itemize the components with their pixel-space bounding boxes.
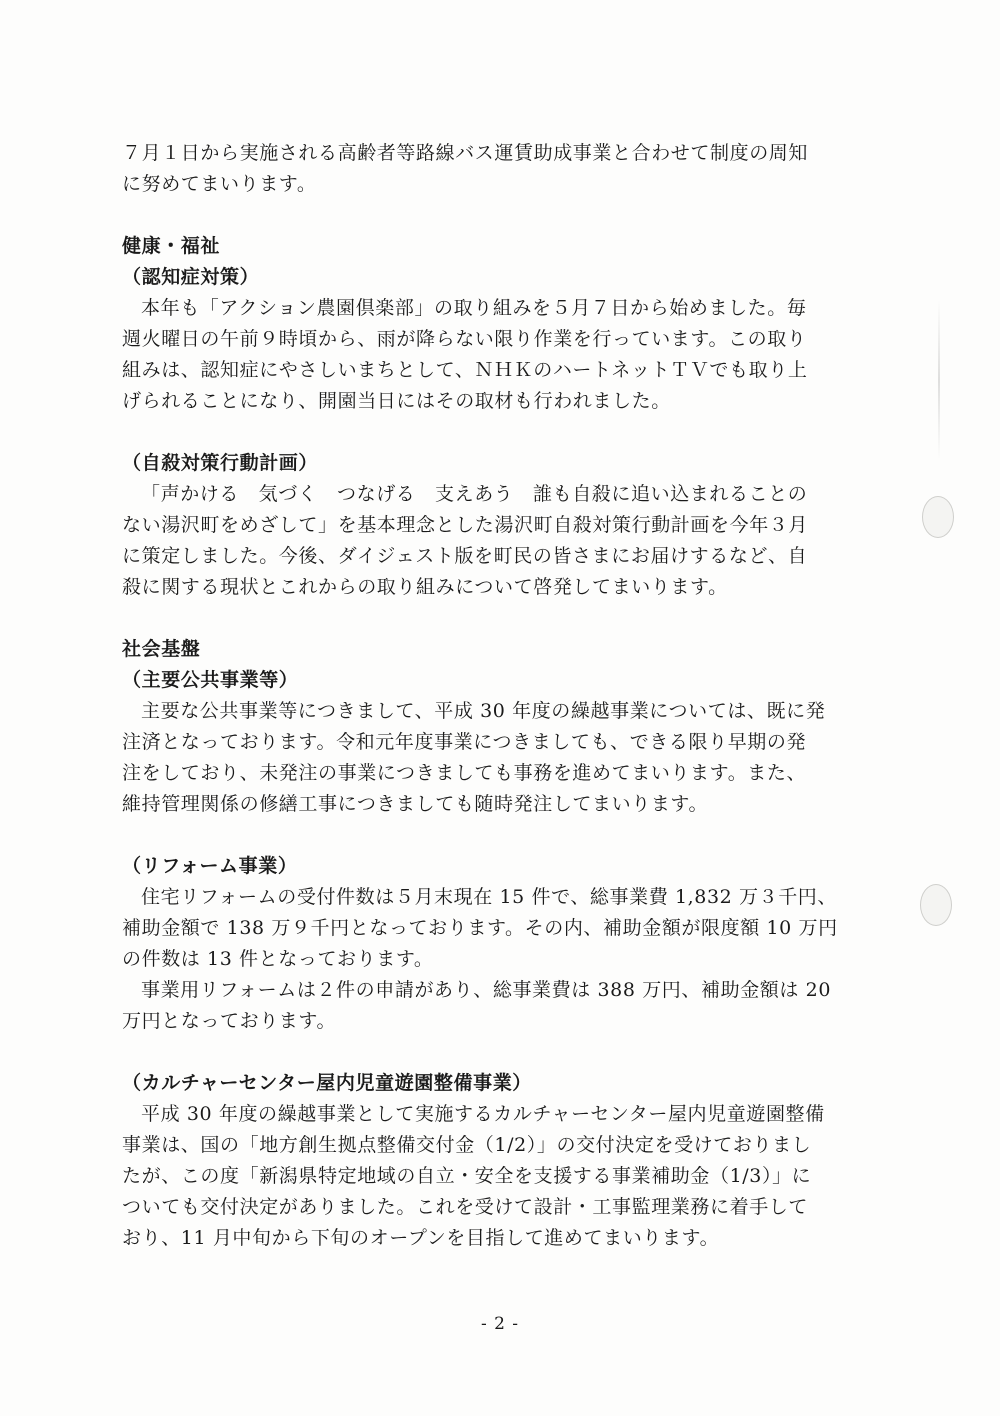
body-line: の件数は 13 件となっております。: [122, 948, 434, 970]
body-line: 事業用リフォームは２件の申請があり、総事業費は 388 万円、補助金額は 20: [141, 979, 832, 1001]
body-line: おり、11 月中旬から下旬のオープンを目指して進めてまいります。: [122, 1227, 720, 1249]
paper-fold-mark: [938, 300, 940, 460]
body-line: 殺に関する現状とこれからの取り組みについて啓発してまいります。: [122, 576, 728, 598]
document-body: [122, 138, 850, 1254]
body-line: たが、この度「新潟県特定地域の自立・安全を支援する事業補助金（1/3）」に: [122, 1165, 812, 1187]
body-line: 主要な公共事業等につきまして、平成 30 年度の繰越事業については、既に発: [141, 700, 826, 722]
body-line: 本年も「アクション農園倶楽部」の取り組みを５月７日から始めました。毎: [141, 297, 807, 319]
subsection-title-culture-center: （カルチャーセンター屋内児童遊園整備事業）: [122, 1072, 532, 1094]
body-line: 事業は、国の「地方創生拠点整備交付金（1/2）」の交付決定を受けておりまし: [122, 1134, 812, 1156]
body-line: げられることになり、開園当日にはその取材も行われました。: [122, 390, 671, 412]
binder-hole-bottom: [920, 884, 952, 926]
body-line: 週火曜日の午前９時頃から、雨が降らない限り作業を行っています。この取り: [122, 328, 807, 350]
body-line: に策定しました。今後、ダイジェスト版を町民の皆さまにお届けするなど、自: [122, 545, 808, 567]
body-line: 平成 30 年度の繰越事業として実施するカルチャーセンター屋内児童遊園整備: [141, 1103, 825, 1125]
body-line: ついても交付決定がありました。これを受けて設計・工事監理業務に着手して: [122, 1196, 809, 1218]
subsection-title-reform: （リフォーム事業）: [122, 855, 298, 877]
section-heading-health: 健康・福祉: [122, 235, 221, 257]
body-line: 補助金額で 138 万９千円となっております。その内、補助金額が限度額 10 万円: [122, 917, 838, 939]
subsection-title-public-works: （主要公共事業等）: [122, 669, 299, 691]
body-line: 維持管理関係の修繕工事につきましても随時発注してまいります。: [122, 793, 709, 815]
body-line: 注済となっております。令和元年度事業につきましても、できる限り早期の発: [122, 731, 807, 753]
body-line: 注をしており、未発注の事業につきましても事務を進めてまいります。また、: [122, 762, 807, 784]
body-line: 「声かける 気づく つなげる 支えあう 誰も自殺に追い込まれることの: [141, 483, 808, 505]
body-line: ない湯沢町をめざして」を基本理念とした湯沢町自殺対策行動計画を今年３月: [122, 514, 809, 536]
binder-hole-top: [922, 496, 954, 538]
body-line: 住宅リフォームの受付件数は５月末現在 15 件で、総事業費 1,832 万３千円、: [141, 886, 837, 908]
intro-line: ７月１日から実施される高齢者等路線バス運賃助成事業と合わせて制度の周知: [122, 142, 809, 164]
body-line: 組みは、認知症にやさしいまちとして、ＮＨＫのハートネットＴＶでも取り上: [122, 359, 808, 381]
section-heading-infra: 社会基盤: [122, 638, 201, 660]
page-number: - 2 -: [480, 1314, 520, 1334]
subsection-title-suicide: （自殺対策行動計画）: [122, 452, 319, 474]
body-line: 万円となっております。: [122, 1010, 337, 1032]
subsection-title-dementia: （認知症対策）: [122, 266, 260, 288]
intro-line: に努めてまいります。: [122, 173, 317, 195]
